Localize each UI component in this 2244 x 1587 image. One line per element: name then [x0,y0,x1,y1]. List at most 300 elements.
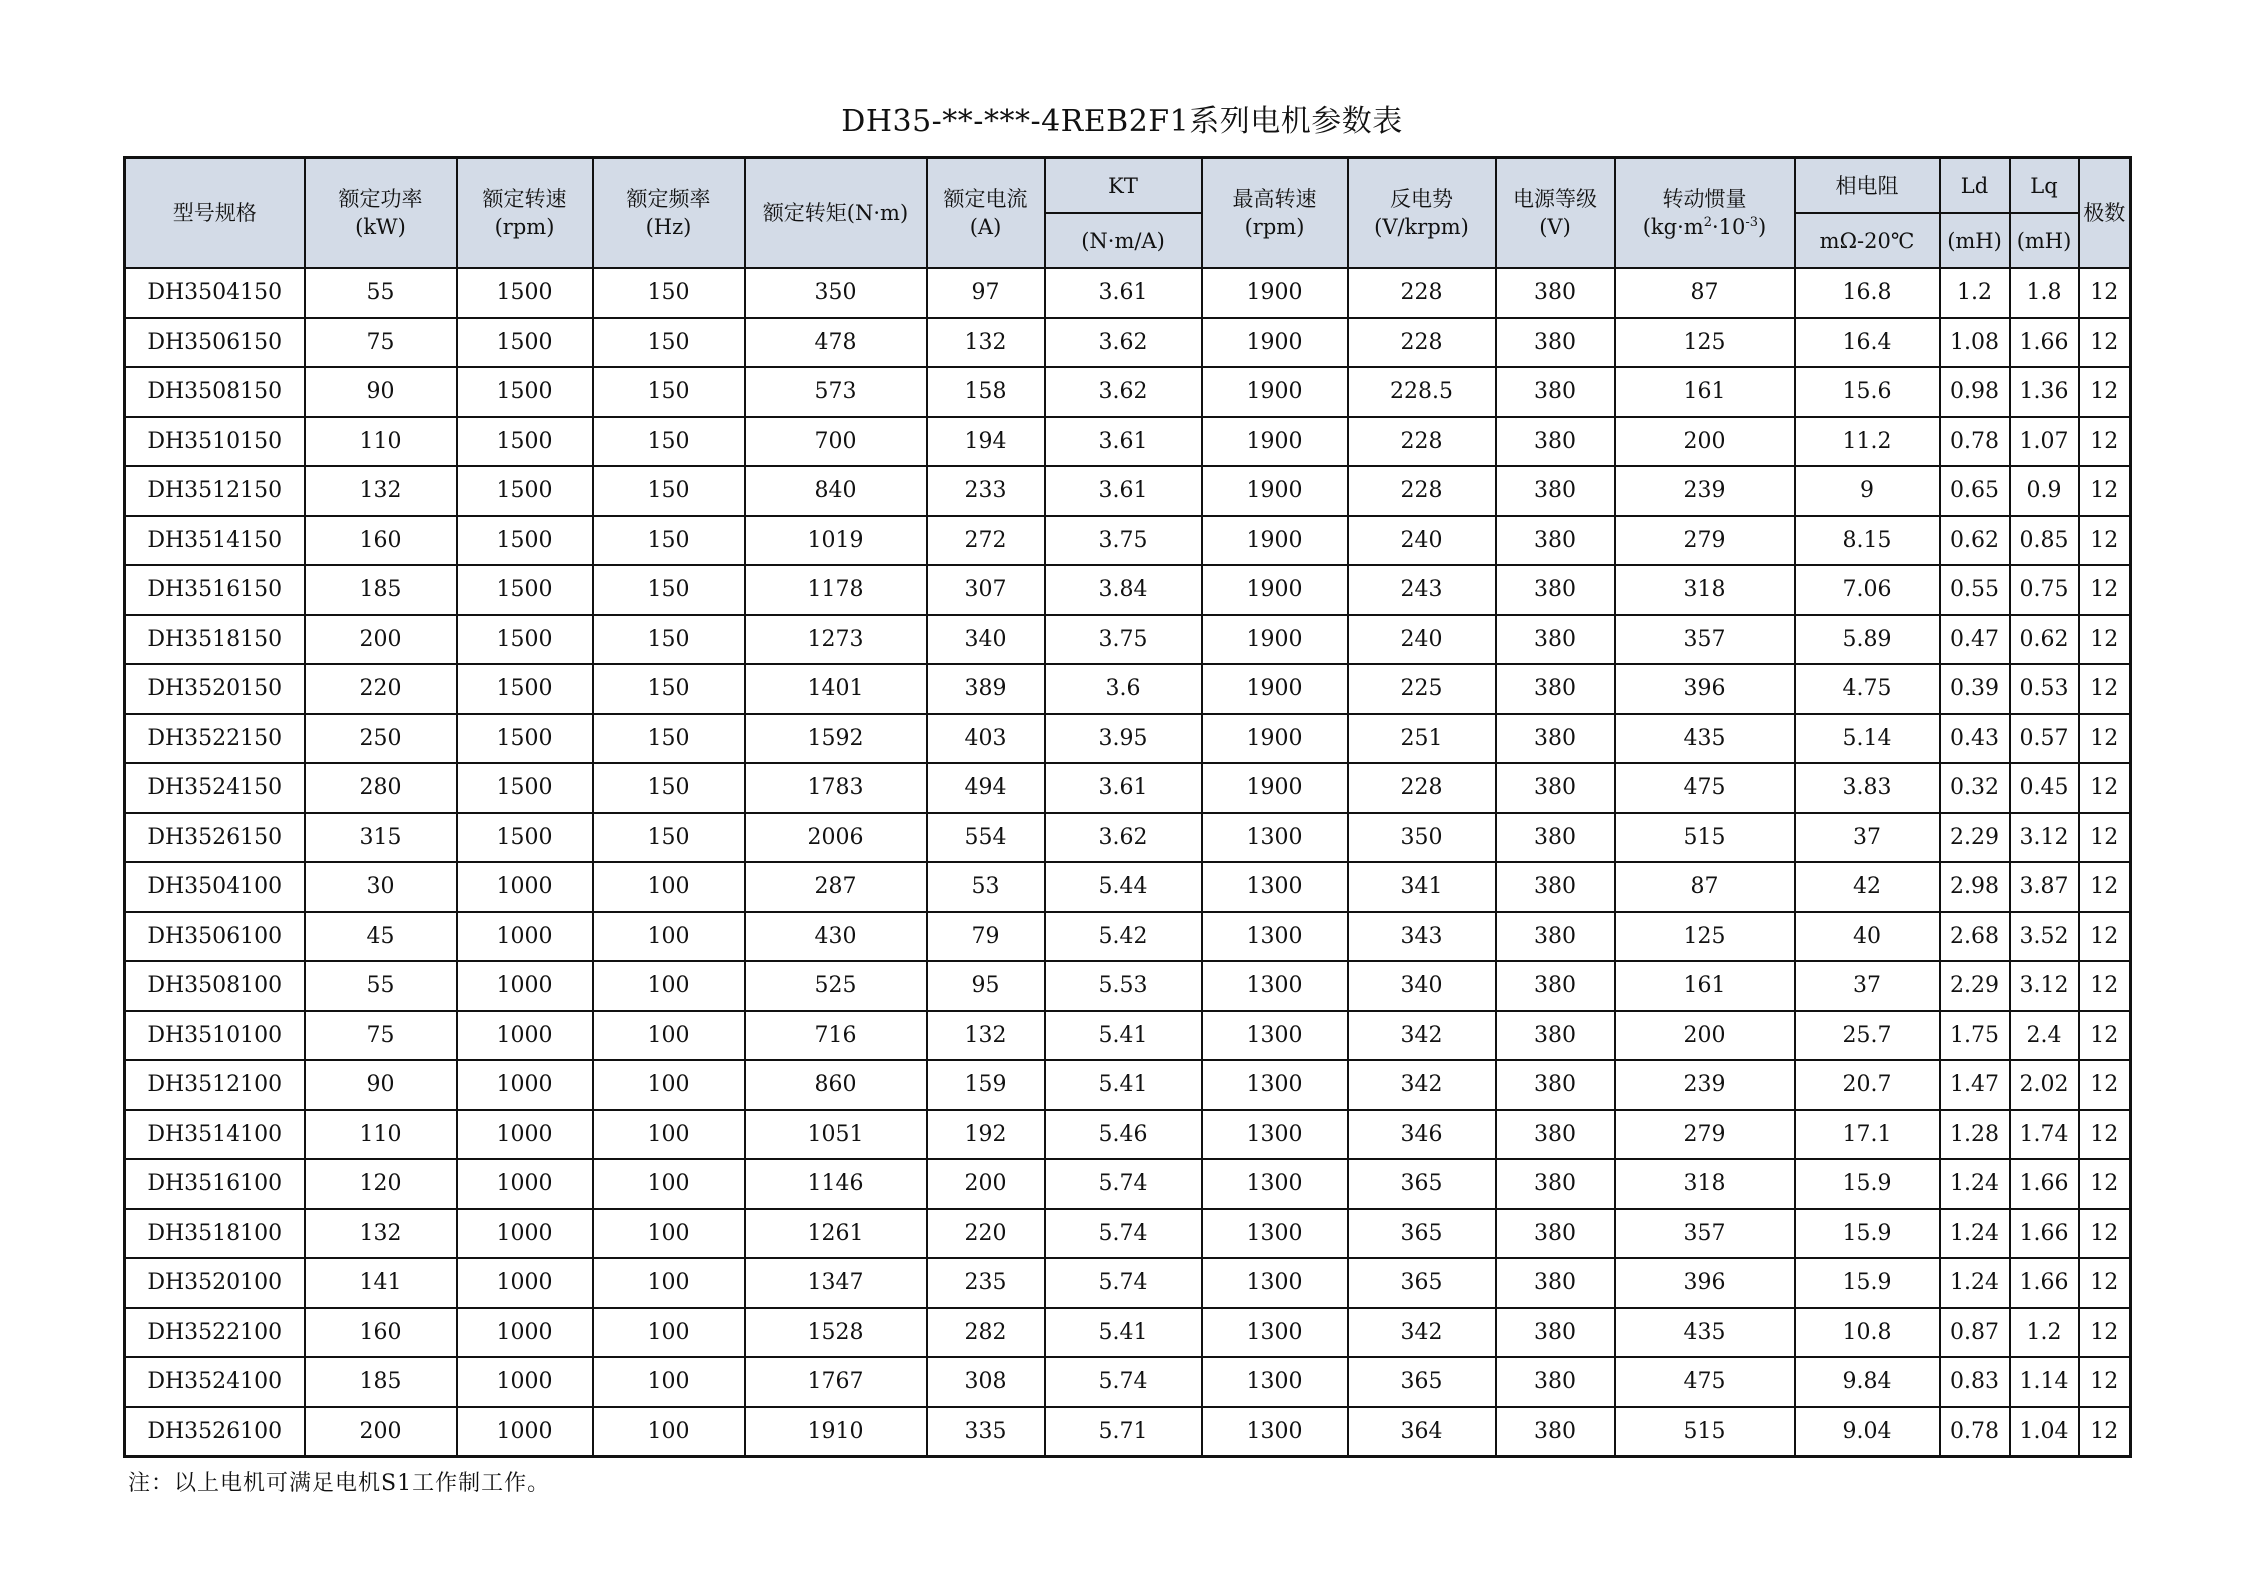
cell-resistance: 9 [1795,466,1940,516]
cell-current: 389 [927,664,1045,714]
cell-poles: 12 [2079,763,2131,813]
cell-speed: 1500 [457,318,593,368]
cell-kt: 3.62 [1045,367,1202,417]
cell-resistance: 16.8 [1795,268,1940,318]
cell-frequency: 150 [593,714,745,764]
cell-model: DH3522150 [125,714,305,764]
cell-poles: 12 [2079,862,2131,912]
table-row [125,615,2131,665]
cell-max-speed: 1900 [1202,763,1348,813]
cell-model: DH3508100 [125,961,305,1011]
cell-voltage: 380 [1496,763,1615,813]
cell-voltage: 380 [1496,1011,1615,1061]
table-row [125,417,2131,467]
cell-torque: 700 [745,417,927,467]
cell-current: 132 [927,318,1045,368]
cell-speed: 1000 [457,1011,593,1061]
cell-model: DH3512100 [125,1060,305,1110]
cell-kt: 5.71 [1045,1407,1202,1457]
cell-lq: 0.75 [2010,565,2079,615]
cell-voltage: 380 [1496,1357,1615,1407]
cell-speed: 1500 [457,466,593,516]
cell-torque: 1178 [745,565,927,615]
cell-ld: 1.47 [1940,1060,2010,1110]
cell-resistance: 7.06 [1795,565,1940,615]
cell-ld: 1.24 [1940,1258,2010,1308]
cell-torque: 860 [745,1060,927,1110]
cell-lq: 1.66 [2010,1258,2079,1308]
cell-ld: 0.39 [1940,664,2010,714]
cell-back-emf: 340 [1348,961,1496,1011]
cell-power: 30 [305,862,457,912]
cell-inertia: 87 [1615,268,1795,318]
header-lq: Lq [2010,158,2079,214]
cell-resistance: 25.7 [1795,1011,1940,1061]
cell-speed: 1000 [457,912,593,962]
cell-max-speed: 1300 [1202,1407,1348,1457]
cell-lq: 2.4 [2010,1011,2079,1061]
cell-lq: 3.12 [2010,961,2079,1011]
cell-speed: 1000 [457,1209,593,1259]
cell-frequency: 150 [593,417,745,467]
cell-torque: 1261 [745,1209,927,1259]
cell-voltage: 380 [1496,466,1615,516]
cell-kt: 3.6 [1045,664,1202,714]
cell-voltage: 380 [1496,664,1615,714]
cell-power: 160 [305,1308,457,1358]
cell-voltage: 380 [1496,813,1615,863]
cell-resistance: 9.84 [1795,1357,1940,1407]
cell-voltage: 380 [1496,318,1615,368]
cell-lq: 0.9 [2010,466,2079,516]
cell-back-emf: 365 [1348,1159,1496,1209]
cell-model: DH3522100 [125,1308,305,1358]
cell-kt: 5.41 [1045,1060,1202,1110]
header-ld: Ld [1940,158,2010,214]
cell-power: 120 [305,1159,457,1209]
cell-inertia: 357 [1615,1209,1795,1259]
cell-voltage: 380 [1496,1110,1615,1160]
cell-ld: 0.78 [1940,417,2010,467]
cell-voltage: 380 [1496,268,1615,318]
cell-frequency: 100 [593,961,745,1011]
cell-lq: 0.85 [2010,516,2079,566]
cell-kt: 5.74 [1045,1258,1202,1308]
cell-inertia: 200 [1615,1011,1795,1061]
header-kt: KT [1045,158,1202,214]
cell-current: 335 [927,1407,1045,1457]
cell-back-emf: 240 [1348,615,1496,665]
table-row [125,1357,2131,1407]
cell-poles: 12 [2079,417,2131,467]
cell-back-emf: 228 [1348,763,1496,813]
cell-current: 282 [927,1308,1045,1358]
cell-poles: 12 [2079,912,2131,962]
motor-parameter-table [123,156,2132,1458]
cell-power: 75 [305,318,457,368]
cell-model: DH3526150 [125,813,305,863]
table-row [125,1159,2131,1209]
cell-ld: 0.87 [1940,1308,2010,1358]
cell-lq: 0.62 [2010,615,2079,665]
cell-power: 110 [305,1110,457,1160]
table-row [125,961,2131,1011]
cell-voltage: 380 [1496,862,1615,912]
cell-torque: 1401 [745,664,927,714]
cell-power: 160 [305,516,457,566]
cell-poles: 12 [2079,961,2131,1011]
cell-back-emf: 243 [1348,565,1496,615]
cell-voltage: 380 [1496,1159,1615,1209]
cell-max-speed: 1300 [1202,1060,1348,1110]
cell-ld: 2.29 [1940,961,2010,1011]
cell-inertia: 239 [1615,1060,1795,1110]
cell-lq: 0.57 [2010,714,2079,764]
cell-current: 53 [927,862,1045,912]
cell-voltage: 380 [1496,367,1615,417]
cell-inertia: 435 [1615,1308,1795,1358]
cell-model: DH3504100 [125,862,305,912]
cell-ld: 1.28 [1940,1110,2010,1160]
cell-model: DH3510150 [125,417,305,467]
cell-lq: 3.52 [2010,912,2079,962]
cell-inertia: 515 [1615,813,1795,863]
cell-torque: 840 [745,466,927,516]
cell-kt: 3.62 [1045,813,1202,863]
cell-back-emf: 346 [1348,1110,1496,1160]
cell-frequency: 150 [593,813,745,863]
cell-resistance: 4.75 [1795,664,1940,714]
cell-inertia: 318 [1615,565,1795,615]
cell-kt: 5.41 [1045,1308,1202,1358]
cell-inertia: 125 [1615,912,1795,962]
cell-inertia: 396 [1615,1258,1795,1308]
cell-max-speed: 1300 [1202,912,1348,962]
cell-resistance: 11.2 [1795,417,1940,467]
cell-kt: 5.46 [1045,1110,1202,1160]
cell-back-emf: 240 [1348,516,1496,566]
cell-frequency: 150 [593,318,745,368]
cell-model: DH3524100 [125,1357,305,1407]
cell-current: 132 [927,1011,1045,1061]
cell-max-speed: 1900 [1202,615,1348,665]
cell-lq: 3.87 [2010,862,2079,912]
cell-power: 185 [305,565,457,615]
cell-current: 158 [927,367,1045,417]
cell-model: DH3512150 [125,466,305,516]
cell-kt: 3.61 [1045,268,1202,318]
header-lq-unit: (mH) [2010,213,2079,268]
cell-frequency: 150 [593,664,745,714]
cell-back-emf: 228 [1348,318,1496,368]
cell-inertia: 125 [1615,318,1795,368]
cell-back-emf: 228.5 [1348,367,1496,417]
cell-poles: 12 [2079,1209,2131,1259]
cell-torque: 2006 [745,813,927,863]
cell-kt: 3.62 [1045,318,1202,368]
cell-torque: 1273 [745,615,927,665]
cell-inertia: 161 [1615,961,1795,1011]
cell-current: 307 [927,565,1045,615]
cell-voltage: 380 [1496,615,1615,665]
cell-torque: 1019 [745,516,927,566]
cell-back-emf: 365 [1348,1209,1496,1259]
cell-resistance: 15.9 [1795,1209,1940,1259]
header-inertia: 转动惯量 $(kg\cdot m^2\cdot 10^{-3})$ [1615,158,1795,269]
cell-model: DH3506150 [125,318,305,368]
cell-inertia: 318 [1615,1159,1795,1209]
header-frequency: 额定频率 (Hz) [593,158,745,269]
cell-max-speed: 1900 [1202,318,1348,368]
cell-frequency: 100 [593,1407,745,1457]
cell-frequency: 150 [593,466,745,516]
cell-kt: 5.41 [1045,1011,1202,1061]
cell-resistance: 17.1 [1795,1110,1940,1160]
cell-kt: 5.74 [1045,1159,1202,1209]
header-voltage: 电源等级 (V) [1496,158,1615,269]
cell-ld: 1.75 [1940,1011,2010,1061]
cell-power: 45 [305,912,457,962]
cell-current: 95 [927,961,1045,1011]
cell-max-speed: 1300 [1202,813,1348,863]
cell-back-emf: 365 [1348,1357,1496,1407]
cell-kt: 3.75 [1045,516,1202,566]
cell-poles: 12 [2079,466,2131,516]
cell-torque: 350 [745,268,927,318]
cell-kt: 5.53 [1045,961,1202,1011]
cell-max-speed: 1300 [1202,1110,1348,1160]
cell-model: DH3508150 [125,367,305,417]
table-row [125,516,2131,566]
cell-kt: 3.75 [1045,615,1202,665]
cell-lq: 3.12 [2010,813,2079,863]
cell-poles: 12 [2079,1357,2131,1407]
cell-speed: 1500 [457,615,593,665]
cell-power: 200 [305,615,457,665]
cell-resistance: 3.83 [1795,763,1940,813]
cell-resistance: 15.9 [1795,1258,1940,1308]
cell-back-emf: 228 [1348,417,1496,467]
cell-voltage: 380 [1496,1060,1615,1110]
cell-back-emf: 341 [1348,862,1496,912]
cell-model: DH3506100 [125,912,305,962]
header-ld-unit: (mH) [1940,213,2010,268]
cell-kt: 5.74 [1045,1357,1202,1407]
cell-max-speed: 1900 [1202,565,1348,615]
header-max-speed: 最高转速 (rpm) [1202,158,1348,269]
cell-resistance: 10.8 [1795,1308,1940,1358]
cell-resistance: 20.7 [1795,1060,1940,1110]
cell-ld: 0.32 [1940,763,2010,813]
cell-inertia: 357 [1615,615,1795,665]
header-resistance-unit: mΩ-20℃ [1795,213,1940,268]
cell-max-speed: 1900 [1202,466,1348,516]
cell-speed: 1500 [457,813,593,863]
cell-frequency: 150 [593,367,745,417]
cell-inertia: 87 [1615,862,1795,912]
cell-model: DH3510100 [125,1011,305,1061]
cell-speed: 1000 [457,1308,593,1358]
cell-model: DH3514100 [125,1110,305,1160]
cell-speed: 1500 [457,565,593,615]
cell-inertia: 396 [1615,664,1795,714]
cell-current: 200 [927,1159,1045,1209]
cell-lq: 1.04 [2010,1407,2079,1457]
cell-current: 494 [927,763,1045,813]
cell-max-speed: 1300 [1202,1357,1348,1407]
cell-speed: 1000 [457,1110,593,1160]
header-kt-unit: (N·m/A) [1045,213,1202,268]
cell-kt: 3.61 [1045,763,1202,813]
cell-ld: 1.08 [1940,318,2010,368]
cell-current: 235 [927,1258,1045,1308]
cell-ld: 0.43 [1940,714,2010,764]
cell-lq: 1.8 [2010,268,2079,318]
cell-speed: 1000 [457,1357,593,1407]
cell-torque: 716 [745,1011,927,1061]
cell-ld: 1.24 [1940,1159,2010,1209]
cell-lq: 1.66 [2010,1159,2079,1209]
header-torque: 额定转矩(N·m) [745,158,927,269]
cell-poles: 12 [2079,1159,2131,1209]
cell-speed: 1000 [457,1159,593,1209]
cell-frequency: 100 [593,1258,745,1308]
cell-voltage: 380 [1496,1258,1615,1308]
cell-inertia: 279 [1615,1110,1795,1160]
cell-torque: 1783 [745,763,927,813]
cell-ld: 0.98 [1940,367,2010,417]
table-row [125,367,2131,417]
cell-resistance: 15.6 [1795,367,1940,417]
page-title: DH35-**-***-4REB2F1系列电机参数表 [841,104,1403,139]
header-back-emf: 反电势 (V/krpm) [1348,158,1496,269]
cell-lq: 1.66 [2010,1209,2079,1259]
cell-torque: 430 [745,912,927,962]
cell-kt: 3.84 [1045,565,1202,615]
cell-inertia: 161 [1615,367,1795,417]
cell-speed: 1500 [457,763,593,813]
cell-ld: 0.65 [1940,466,2010,516]
cell-max-speed: 1300 [1202,1308,1348,1358]
cell-voltage: 380 [1496,516,1615,566]
cell-frequency: 100 [593,1209,745,1259]
cell-torque: 287 [745,862,927,912]
cell-torque: 1347 [745,1258,927,1308]
cell-speed: 1000 [457,961,593,1011]
header-poles: 极数 [2079,158,2131,269]
cell-voltage: 380 [1496,1308,1615,1358]
cell-model: DH3514150 [125,516,305,566]
cell-resistance: 15.9 [1795,1159,1940,1209]
cell-speed: 1000 [457,1060,593,1110]
cell-lq: 1.07 [2010,417,2079,467]
cell-power: 75 [305,1011,457,1061]
table-row [125,912,2131,962]
cell-current: 340 [927,615,1045,665]
cell-max-speed: 1900 [1202,367,1348,417]
cell-poles: 12 [2079,565,2131,615]
cell-torque: 1146 [745,1159,927,1209]
cell-power: 185 [305,1357,457,1407]
cell-current: 554 [927,813,1045,863]
cell-poles: 12 [2079,367,2131,417]
cell-current: 192 [927,1110,1045,1160]
cell-speed: 1500 [457,516,593,566]
cell-model: DH3504150 [125,268,305,318]
cell-max-speed: 1300 [1202,862,1348,912]
cell-frequency: 150 [593,516,745,566]
cell-model: DH3518100 [125,1209,305,1259]
cell-model: DH3518150 [125,615,305,665]
cell-power: 132 [305,466,457,516]
cell-power: 141 [305,1258,457,1308]
cell-frequency: 100 [593,1110,745,1160]
cell-kt: 5.74 [1045,1209,1202,1259]
cell-poles: 12 [2079,318,2131,368]
cell-current: 272 [927,516,1045,566]
cell-model: DH3520150 [125,664,305,714]
cell-current: 308 [927,1357,1045,1407]
cell-current: 79 [927,912,1045,962]
cell-resistance: 16.4 [1795,318,1940,368]
cell-kt: 3.61 [1045,466,1202,516]
cell-poles: 12 [2079,1258,2131,1308]
cell-speed: 1500 [457,714,593,764]
cell-speed: 1500 [457,367,593,417]
cell-ld: 0.47 [1940,615,2010,665]
cell-power: 90 [305,367,457,417]
cell-lq: 1.14 [2010,1357,2079,1407]
header-speed: 额定转速 (rpm) [457,158,593,269]
cell-poles: 12 [2079,813,2131,863]
cell-back-emf: 342 [1348,1011,1496,1061]
cell-back-emf: 342 [1348,1308,1496,1358]
cell-ld: 1.24 [1940,1209,2010,1259]
cell-power: 55 [305,961,457,1011]
cell-voltage: 380 [1496,417,1615,467]
cell-frequency: 100 [593,1357,745,1407]
cell-power: 110 [305,417,457,467]
header-resistance: 相电阻 [1795,158,1940,214]
cell-voltage: 380 [1496,565,1615,615]
cell-power: 132 [305,1209,457,1259]
header-power: 额定功率 (kW) [305,158,457,269]
cell-frequency: 100 [593,1060,745,1110]
cell-power: 280 [305,763,457,813]
footnote: 注：以上电机可满足电机S1工作制工作。 [128,1471,551,1496]
cell-poles: 12 [2079,1308,2131,1358]
cell-power: 220 [305,664,457,714]
cell-frequency: 150 [593,763,745,813]
table-row [125,1308,2131,1358]
cell-poles: 12 [2079,516,2131,566]
cell-max-speed: 1900 [1202,268,1348,318]
cell-frequency: 150 [593,565,745,615]
cell-torque: 1592 [745,714,927,764]
cell-back-emf: 342 [1348,1060,1496,1110]
table-row [125,1407,2131,1457]
cell-voltage: 380 [1496,961,1615,1011]
cell-resistance: 37 [1795,961,1940,1011]
cell-frequency: 100 [593,1159,745,1209]
cell-frequency: 100 [593,912,745,962]
cell-power: 200 [305,1407,457,1457]
cell-model: DH3516100 [125,1159,305,1209]
cell-resistance: 9.04 [1795,1407,1940,1457]
cell-kt: 5.44 [1045,862,1202,912]
cell-lq: 1.74 [2010,1110,2079,1160]
cell-current: 403 [927,714,1045,764]
